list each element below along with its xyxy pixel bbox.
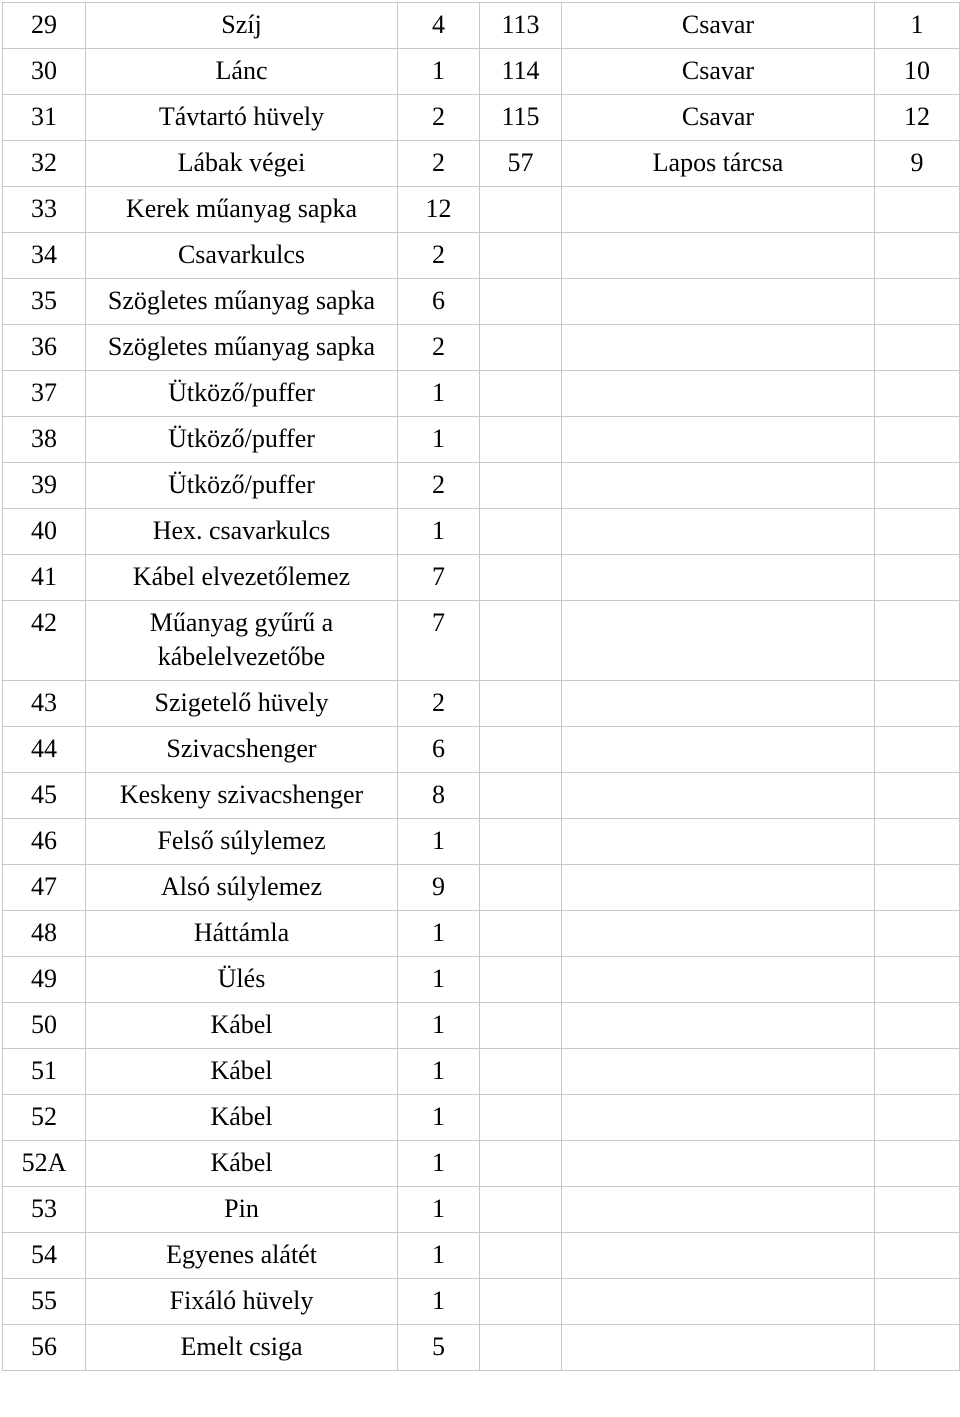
part-number-cell: 29 [3, 3, 86, 49]
part-name-cell: Szögletes műanyag sapka [86, 279, 398, 325]
quantity-cell [875, 957, 960, 1003]
part-name-cell: Szigetelő hüvely [86, 681, 398, 727]
part-number-cell [480, 279, 562, 325]
part-name-cell: Távtartó hüvely [86, 95, 398, 141]
part-number-cell: 52 [3, 1095, 86, 1141]
quantity-cell [875, 371, 960, 417]
quantity-cell: 1 [398, 49, 480, 95]
quantity-cell [875, 1279, 960, 1325]
part-number-cell [480, 727, 562, 773]
table-row [3, 773, 960, 819]
part-name-cell [562, 1325, 875, 1371]
part-name-cell: Szögletes műanyag sapka [86, 325, 398, 371]
table-row [3, 1279, 960, 1325]
quantity-cell: 1 [398, 957, 480, 1003]
part-name-cell [562, 957, 875, 1003]
part-number-cell: 34 [3, 233, 86, 279]
table-row [3, 1325, 960, 1371]
quantity-cell [875, 865, 960, 911]
quantity-cell: 10 [875, 49, 960, 95]
part-number-cell [480, 371, 562, 417]
part-number-cell [480, 463, 562, 509]
part-number-cell: 45 [3, 773, 86, 819]
quantity-cell: 2 [398, 681, 480, 727]
part-number-cell: 54 [3, 1233, 86, 1279]
part-name-cell [562, 865, 875, 911]
quantity-cell: 2 [398, 95, 480, 141]
quantity-cell: 6 [398, 727, 480, 773]
part-name-cell: Ülés [86, 957, 398, 1003]
part-number-cell: 114 [480, 49, 562, 95]
part-number-cell [480, 957, 562, 1003]
part-number-cell: 36 [3, 325, 86, 371]
part-name-cell: Ütköző/puffer [86, 417, 398, 463]
quantity-cell [875, 911, 960, 957]
part-name-cell: Ütköző/puffer [86, 463, 398, 509]
part-number-cell: 56 [3, 1325, 86, 1371]
quantity-cell: 1 [398, 1233, 480, 1279]
part-name-cell [562, 1003, 875, 1049]
part-number-cell [480, 417, 562, 463]
table-row [3, 463, 960, 509]
part-number-cell: 48 [3, 911, 86, 957]
part-number-cell [480, 1003, 562, 1049]
quantity-cell: 1 [398, 417, 480, 463]
part-name-cell: Lapos tárcsa [562, 141, 875, 187]
parts-table-body [3, 3, 960, 1371]
quantity-cell: 1 [398, 911, 480, 957]
part-number-cell [480, 1049, 562, 1095]
part-number-cell [480, 1095, 562, 1141]
quantity-cell: 12 [875, 95, 960, 141]
quantity-cell: 6 [398, 279, 480, 325]
table-row [3, 1003, 960, 1049]
table-row [3, 3, 960, 49]
part-number-cell: 42 [3, 601, 86, 681]
table-row [3, 865, 960, 911]
part-number-cell [480, 1187, 562, 1233]
part-name-cell: Csavar [562, 49, 875, 95]
quantity-cell [875, 417, 960, 463]
quantity-cell [875, 463, 960, 509]
part-number-cell [480, 325, 562, 371]
part-number-cell [480, 911, 562, 957]
part-number-cell [480, 865, 562, 911]
part-name-cell [562, 911, 875, 957]
part-number-cell [480, 601, 562, 681]
part-number-cell: 44 [3, 727, 86, 773]
part-name-cell [562, 1187, 875, 1233]
part-name-cell [562, 601, 875, 681]
part-name-cell [562, 1279, 875, 1325]
part-number-cell: 49 [3, 957, 86, 1003]
part-number-cell [480, 187, 562, 233]
part-name-cell: Szíj [86, 3, 398, 49]
quantity-cell: 2 [398, 325, 480, 371]
quantity-cell [875, 187, 960, 233]
part-number-cell [480, 819, 562, 865]
quantity-cell [875, 1049, 960, 1095]
part-number-cell: 31 [3, 95, 86, 141]
part-number-cell: 38 [3, 417, 86, 463]
table-row [3, 957, 960, 1003]
quantity-cell: 7 [398, 555, 480, 601]
part-name-cell: Kábel [86, 1049, 398, 1095]
quantity-cell [875, 1095, 960, 1141]
part-name-cell [562, 727, 875, 773]
quantity-cell: 1 [398, 509, 480, 555]
part-name-cell: Fixáló hüvely [86, 1279, 398, 1325]
quantity-cell: 1 [875, 3, 960, 49]
part-number-cell: 33 [3, 187, 86, 233]
quantity-cell [875, 1233, 960, 1279]
part-number-cell: 53 [3, 1187, 86, 1233]
quantity-cell: 1 [398, 371, 480, 417]
part-number-cell: 52A [3, 1141, 86, 1187]
quantity-cell [875, 681, 960, 727]
quantity-cell: 2 [398, 141, 480, 187]
quantity-cell [875, 233, 960, 279]
part-number-cell: 47 [3, 865, 86, 911]
part-name-cell: Lábak végei [86, 141, 398, 187]
part-number-cell: 30 [3, 49, 86, 95]
quantity-cell: 5 [398, 1325, 480, 1371]
table-row [3, 601, 960, 681]
part-name-cell [562, 463, 875, 509]
part-number-cell: 39 [3, 463, 86, 509]
part-name-cell: Pin [86, 1187, 398, 1233]
part-number-cell: 113 [480, 3, 562, 49]
table-row [3, 1187, 960, 1233]
quantity-cell: 1 [398, 1003, 480, 1049]
quantity-cell [875, 1325, 960, 1371]
part-name-cell: Felső súlylemez [86, 819, 398, 865]
part-number-cell [480, 1141, 562, 1187]
table-row [3, 325, 960, 371]
quantity-cell: 1 [398, 1279, 480, 1325]
parts-table [2, 2, 960, 1371]
part-number-cell [480, 1279, 562, 1325]
quantity-cell: 2 [398, 463, 480, 509]
quantity-cell [875, 819, 960, 865]
quantity-cell [875, 509, 960, 555]
part-name-cell: Csavarkulcs [86, 233, 398, 279]
part-name-cell [562, 371, 875, 417]
quantity-cell: 1 [398, 1049, 480, 1095]
quantity-cell: 7 [398, 601, 480, 681]
part-name-cell [562, 819, 875, 865]
part-name-cell: Lánc [86, 49, 398, 95]
part-number-cell: 40 [3, 509, 86, 555]
part-number-cell [480, 1325, 562, 1371]
part-number-cell: 55 [3, 1279, 86, 1325]
part-number-cell [480, 509, 562, 555]
part-name-cell: Kerek műanyag sapka [86, 187, 398, 233]
quantity-cell [875, 1187, 960, 1233]
part-name-cell: Kábel [86, 1003, 398, 1049]
quantity-cell [875, 773, 960, 819]
quantity-cell [875, 601, 960, 681]
quantity-cell: 8 [398, 773, 480, 819]
table-row [3, 233, 960, 279]
table-row [3, 49, 960, 95]
quantity-cell [875, 555, 960, 601]
part-number-cell [480, 233, 562, 279]
quantity-cell [875, 1003, 960, 1049]
table-row [3, 1141, 960, 1187]
quantity-cell: 4 [398, 3, 480, 49]
table-row [3, 819, 960, 865]
part-name-cell [562, 773, 875, 819]
table-row [3, 1095, 960, 1141]
part-name-cell [562, 1049, 875, 1095]
part-name-cell [562, 417, 875, 463]
quantity-cell: 1 [398, 819, 480, 865]
part-name-cell: Szivacshenger [86, 727, 398, 773]
part-name-cell [562, 509, 875, 555]
part-name-cell: Kábel elvezetőlemez [86, 555, 398, 601]
quantity-cell [875, 1141, 960, 1187]
part-name-cell [562, 1233, 875, 1279]
part-name-cell: Ütköző/puffer [86, 371, 398, 417]
quantity-cell: 2 [398, 233, 480, 279]
quantity-cell [875, 325, 960, 371]
part-number-cell: 115 [480, 95, 562, 141]
part-number-cell [480, 1233, 562, 1279]
part-number-cell [480, 773, 562, 819]
table-row [3, 911, 960, 957]
quantity-cell: 1 [398, 1095, 480, 1141]
part-name-cell [562, 325, 875, 371]
part-number-cell: 37 [3, 371, 86, 417]
quantity-cell: 9 [398, 865, 480, 911]
part-number-cell: 32 [3, 141, 86, 187]
part-name-cell: Egyenes alátét [86, 1233, 398, 1279]
quantity-cell: 12 [398, 187, 480, 233]
part-name-cell [562, 555, 875, 601]
part-number-cell: 51 [3, 1049, 86, 1095]
part-number-cell: 57 [480, 141, 562, 187]
table-row [3, 1049, 960, 1095]
part-name-cell: Hex. csavarkulcs [86, 509, 398, 555]
part-number-cell: 41 [3, 555, 86, 601]
part-name-cell [562, 681, 875, 727]
part-name-cell: Csavar [562, 95, 875, 141]
part-number-cell: 43 [3, 681, 86, 727]
part-name-cell [562, 187, 875, 233]
table-row [3, 187, 960, 233]
part-number-cell: 35 [3, 279, 86, 325]
part-number-cell [480, 681, 562, 727]
table-row [3, 95, 960, 141]
quantity-cell: 1 [398, 1141, 480, 1187]
part-name-cell: Alsó súlylemez [86, 865, 398, 911]
quantity-cell: 9 [875, 141, 960, 187]
quantity-cell [875, 727, 960, 773]
table-row [3, 1233, 960, 1279]
part-number-cell: 50 [3, 1003, 86, 1049]
table-row [3, 727, 960, 773]
quantity-cell [875, 279, 960, 325]
table-row [3, 141, 960, 187]
table-row [3, 417, 960, 463]
part-number-cell [480, 555, 562, 601]
part-name-cell [562, 1141, 875, 1187]
part-name-cell [562, 233, 875, 279]
part-name-cell: Keskeny szivacshenger [86, 773, 398, 819]
part-name-cell: Háttámla [86, 911, 398, 957]
table-row [3, 509, 960, 555]
part-name-cell [562, 1095, 875, 1141]
table-row [3, 681, 960, 727]
table-row [3, 371, 960, 417]
part-name-cell: Emelt csiga [86, 1325, 398, 1371]
part-name-cell [562, 279, 875, 325]
table-row [3, 555, 960, 601]
part-name-cell: Kábel [86, 1095, 398, 1141]
part-name-cell: Kábel [86, 1141, 398, 1187]
part-number-cell: 46 [3, 819, 86, 865]
part-name-cell: Csavar [562, 3, 875, 49]
part-name-cell: Műanyag gyűrű a kábelelvezetőbe [86, 601, 398, 681]
quantity-cell: 1 [398, 1187, 480, 1233]
table-row [3, 279, 960, 325]
